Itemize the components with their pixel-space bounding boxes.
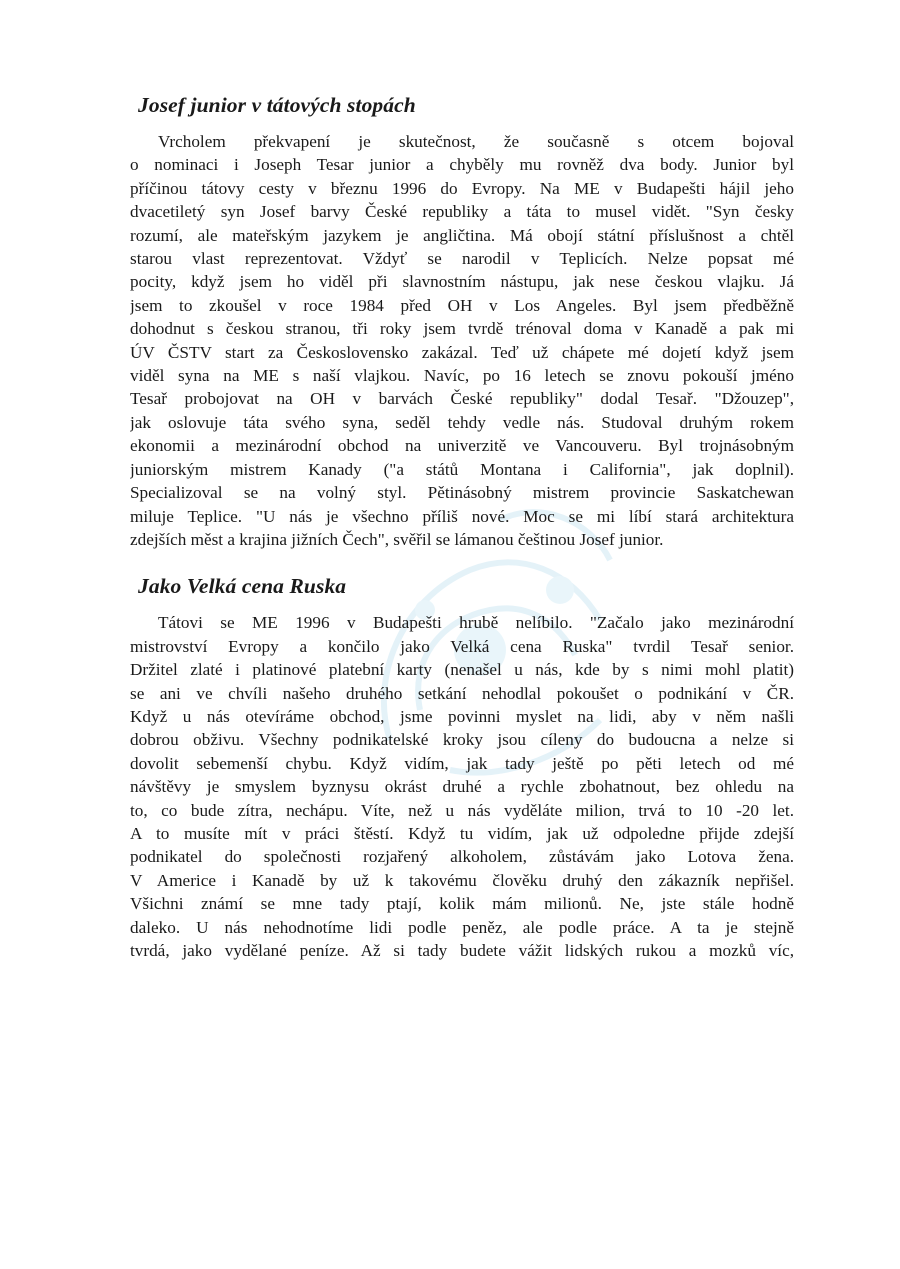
text-line: Všichni známí se mne tady ptají, kolik mám milionů. Ne, jste stále hodně	[130, 894, 794, 914]
text-line: dohodnut s českou stranou, tři roky jsem tvrdě trénoval doma v Kanadě a pak mi	[130, 319, 794, 339]
text-line: juniorským mistrem Kanady ("a států Montana i California", jak doplnil).	[130, 459, 794, 479]
text-line: ekonomii a mezinárodní obchod na univerzitě ve Vancouveru. Byl trojnásobným	[130, 436, 794, 456]
text-line: Tátovi se ME 1996 v Budapešti hrubě nelíbilo. "Začalo jako mezinárodní	[158, 613, 794, 633]
text-line: to, co bude zítra, nechápu. Víte, než u nás vyděláte milion, trvá to 10 -20 let.	[130, 800, 794, 820]
text-line: ÚV ČSTV start za Československo zakázal. Teď už chápete mé dojetí když jsem	[130, 342, 794, 362]
text-line: dovolit sebemenší chybu. Když vidím, jak tady ještě po pěti letech od mé	[130, 753, 794, 773]
section-heading-1: Josef junior v tátových stopách	[138, 93, 416, 117]
text-line: V Americe i Kanadě by už k takovému člověku druhý den zákazník nepřišel.	[130, 870, 794, 890]
text-line: o nominaci i Joseph Tesar junior a chyběly mu rovněž dva body. Junior byl	[130, 155, 794, 175]
text-line: podnikatel do společnosti rozjařený alkoholem, zůstávám jako Lotova žena.	[130, 847, 794, 867]
section-2-paragraph	[130, 611, 794, 962]
text-line: jsem to zkoušel v roce 1984 před OH v Los Angeles. Byl jsem předběžně	[130, 295, 794, 315]
text-line: dobrou obživu. Všechny podnikatelské kroky jsou cíleny do budoucna a nelze si	[130, 730, 794, 750]
text-line: daleko. U nás nehodnotíme lidi podle peněz, ale podle práce. A ta je stejně	[130, 917, 794, 937]
text-line: Držitel zlaté i platinové platební karty (nenašel u nás, kde by s nimi mohl platit)	[130, 660, 794, 680]
text-line: zdejších měst a krajina jižních Čech", svěřil se lámanou češtinou Josef junior.	[130, 529, 664, 549]
text-line: tvrdá, jako vydělané peníze. Až si tady budete vážit lidských rukou a mozků víc,	[130, 941, 794, 960]
document-content	[130, 92, 794, 962]
section-1-paragraph	[130, 130, 794, 551]
text-line: miluje Teplice. "U nás je všechno příliš nové. Moc se mi líbí stará architektura	[130, 506, 794, 526]
text-line: dvacetiletý syn Josef barvy České republiky a táta to musel vidět. "Syn česky	[130, 202, 794, 222]
section-heading-2: Jako Velká cena Ruska	[138, 574, 347, 599]
text-line: se ani ve chvíli našeho druhého setkání nehodlal pokoušet o podnikání v ČR.	[130, 683, 794, 703]
text-line: Když u nás otevíráme obchod, jsme povinni myslet na lidi, aby v něm našli	[130, 706, 794, 726]
text-line: návštěvy je smyslem byznysu okrást druhé a rychle zbohatnout, bez ohledu na	[130, 777, 794, 797]
text-line: pocity, když jsem ho viděl při slavnostním nástupu, jak nese českou vlajku. Já	[130, 272, 794, 292]
text-line: viděl syna na ME s naší vlajkou. Navíc, po 16 letech se znovu pokouší jméno	[130, 366, 794, 386]
text-line: rozumí, ale mateřským jazykem je angličtina. Má obojí státní příslušnost a chtěl	[130, 225, 794, 245]
text-line: Vrcholem překvapení je skutečnost, že současně s otcem bojoval	[158, 132, 794, 151]
text-line: A to musíte mít v práci štěstí. Když tu vidím, jak už odpoledne přijde zdejší	[130, 823, 794, 843]
text-line: příčinou tátovy cesty v březnu 1996 do Evropy. Na ME v Budapešti hájil jeho	[130, 178, 794, 198]
text-line: Specializoval se na volný styl. Pětinásobný mistrem provincie Saskatchewan	[130, 483, 794, 503]
text-line: mistrovství Evropy a končilo jako Velká cena Ruska" tvrdil Tesař senior.	[130, 636, 794, 656]
text-line: Tesař probojovat na OH v barvách České republiky" dodal Tesař. "Džouzep",	[130, 389, 794, 409]
text-line: starou vlast reprezentovat. Vždyť se narodil v Teplicích. Nelze popsat mé	[130, 249, 794, 269]
text-line: jak oslovuje táta svého syna, seděl tehdy vedle nás. Studoval druhým rokem	[130, 412, 794, 432]
